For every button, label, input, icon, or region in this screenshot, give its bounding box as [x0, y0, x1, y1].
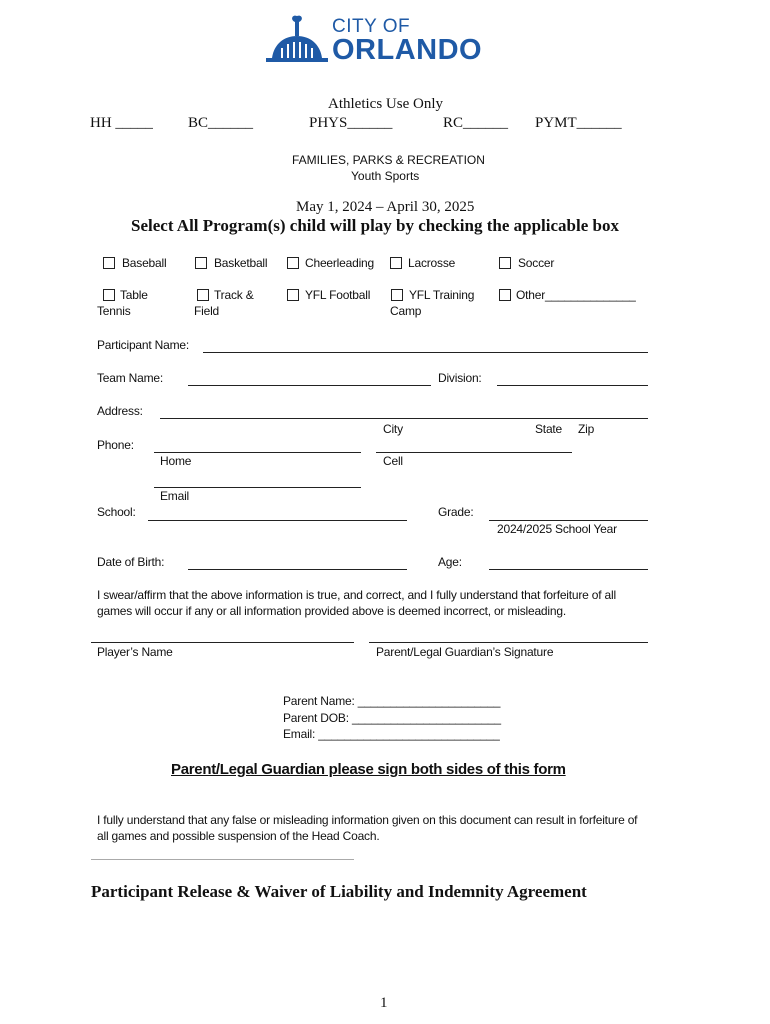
division-label: Division: [438, 371, 482, 385]
checkbox-cheerleading[interactable] [287, 257, 299, 269]
code-bc: BC______ [188, 115, 254, 131]
guardian-signature-line[interactable] [369, 642, 648, 643]
checkbox-other[interactable] [499, 289, 511, 301]
dob-label: Date of Birth: [97, 555, 165, 569]
team-name-label: Team Name: [97, 371, 164, 385]
checkbox-soccer[interactable] [499, 257, 511, 269]
checkbox-yfl-football[interactable] [287, 289, 299, 301]
address-line[interactable] [160, 418, 648, 419]
label-table-tennis-1: Table [120, 288, 148, 302]
school-line[interactable] [148, 520, 407, 521]
code-hh: HH _____ [90, 115, 153, 131]
division-line[interactable] [497, 385, 648, 386]
cell-label: Cell [383, 454, 403, 468]
checkbox-basketball[interactable] [195, 257, 207, 269]
player-name-line[interactable] [91, 642, 354, 643]
age-line[interactable] [489, 569, 648, 570]
affirm-line1: I swear/affirm that the above information is true, and correct, and I fully understand that forfeiture of all [97, 588, 616, 602]
checkbox-baseball[interactable] [103, 257, 115, 269]
logo-line1: CITY OF [332, 16, 411, 37]
code-rc: RC______ [443, 115, 509, 131]
page-number: 1 [380, 995, 388, 1011]
zip-label: Zip [578, 422, 595, 436]
checkbox-table-tennis[interactable] [103, 289, 115, 301]
school-label: School: [97, 505, 136, 519]
label-soccer: Soccer [518, 256, 555, 270]
label-other: Other______________ [516, 288, 636, 302]
label-lacrosse: Lacrosse [408, 256, 456, 270]
checkbox-yfl-training-camp[interactable] [391, 289, 403, 301]
code-phys: PHYS______ [309, 115, 393, 131]
select-title: Select All Program(s) child will play by checking the applicable box [131, 216, 619, 235]
forfeit-line1: I fully understand that any false or misleading information given on this document can result in forfeiture of [97, 813, 638, 827]
age-label: Age: [438, 555, 462, 569]
signature-divider [91, 859, 354, 860]
guardian-signature-label: Parent/Legal Guardian’s Signature [376, 645, 554, 659]
school-year-label: 2024/2025 School Year [497, 522, 617, 536]
forfeit-line2: all games and possible suspension of the Head Coach. [97, 829, 380, 843]
cell-phone-line[interactable] [376, 452, 572, 453]
player-name-label: Player’s Name [97, 645, 173, 659]
logo-line2: ORLANDO [332, 34, 483, 66]
dept-name: FAMILIES, PARKS & RECREATION [292, 153, 485, 167]
grade-label: Grade: [438, 505, 474, 519]
email-label: Email [160, 489, 190, 503]
label-yfl-football: YFL Football [305, 288, 371, 302]
fountain-icon [266, 12, 328, 62]
program-name: Youth Sports [351, 169, 420, 183]
state-label: State [535, 422, 563, 436]
phone-label: Phone: [97, 438, 134, 452]
grade-line[interactable] [489, 520, 648, 521]
parent-email-field[interactable]: Email: ____________________________ [283, 727, 500, 741]
athletics-use-only: Athletics Use Only [328, 96, 443, 112]
email-line[interactable] [154, 487, 361, 488]
participant-name-line[interactable] [203, 352, 648, 353]
dob-line[interactable] [188, 569, 407, 570]
label-table-tennis-2: Tennis [97, 304, 131, 318]
release-title: Participant Release & Waiver of Liability and Indemnity Agreement [91, 882, 587, 901]
code-pymt: PYMT______ [535, 115, 622, 131]
address-label: Address: [97, 404, 143, 418]
sign-both-sides-notice: Parent/Legal Guardian please sign both sides of this form [171, 761, 566, 778]
label-basketball: Basketball [214, 256, 268, 270]
checkbox-lacrosse[interactable] [390, 257, 402, 269]
home-label: Home [160, 454, 192, 468]
label-cheerleading: Cheerleading [305, 256, 374, 270]
participant-name-label: Participant Name: [97, 338, 189, 352]
checkbox-track-field[interactable] [197, 289, 209, 301]
date-range: May 1, 2024 – April 30, 2025 [296, 199, 475, 215]
city-logo [266, 12, 498, 64]
label-track-field-1: Track & [214, 288, 254, 302]
affirm-line2: games will occur if any or all information provided above is deemed incorrect, or misleading. [97, 604, 566, 618]
team-name-line[interactable] [188, 385, 431, 386]
label-baseball: Baseball [122, 256, 167, 270]
label-yfl-training-2: Camp [390, 304, 422, 318]
parent-name-field[interactable]: Parent Name: ______________________ [283, 694, 501, 708]
city-label: City [383, 422, 403, 436]
parent-dob-field[interactable]: Parent DOB: _______________________ [283, 711, 501, 725]
home-phone-line[interactable] [154, 452, 361, 453]
label-track-field-2: Field [194, 304, 220, 318]
label-yfl-training-1: YFL Training [409, 288, 475, 302]
